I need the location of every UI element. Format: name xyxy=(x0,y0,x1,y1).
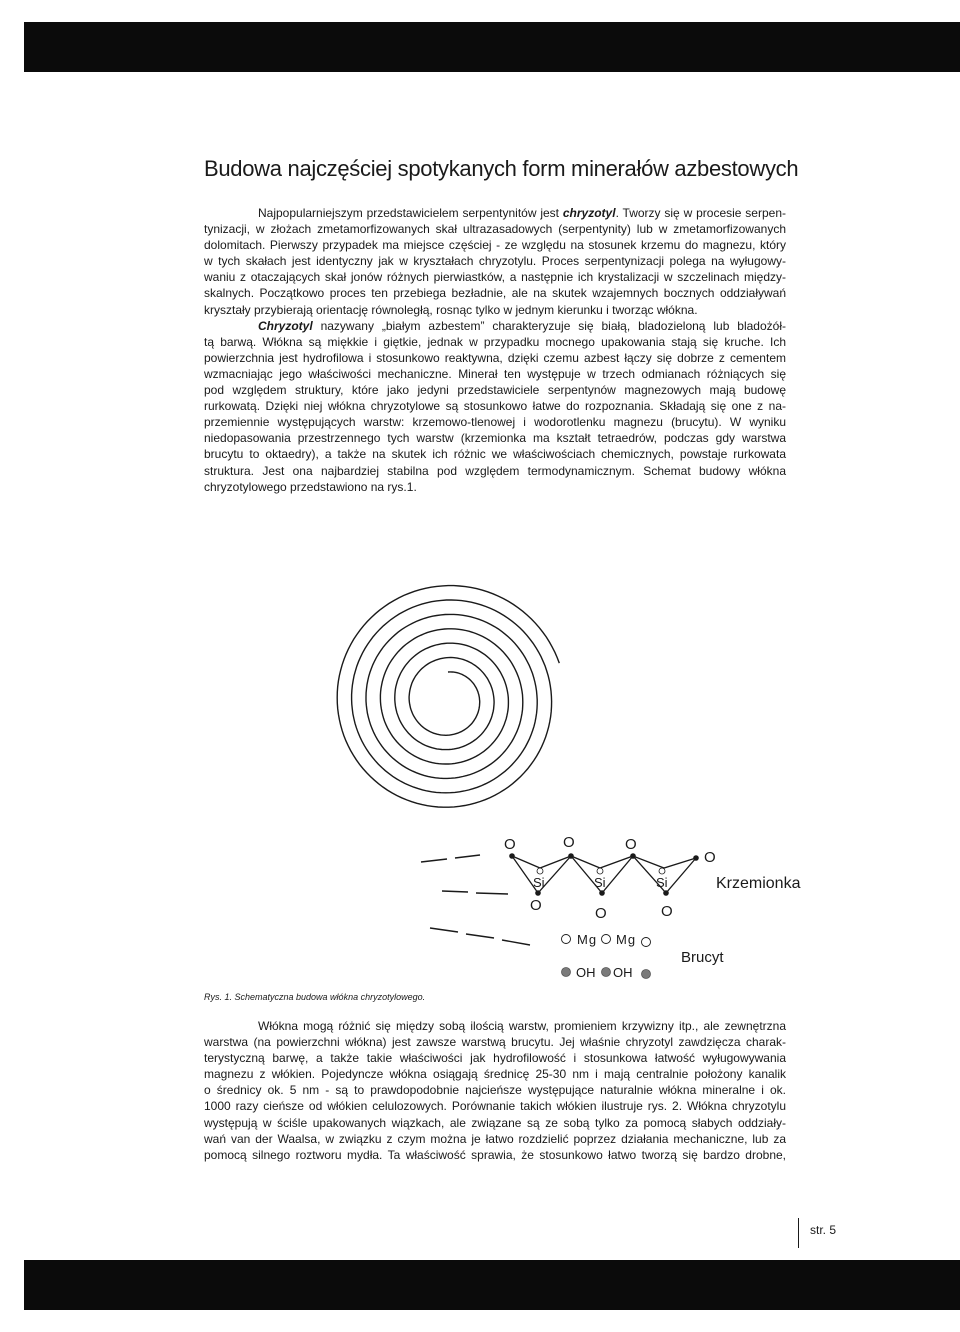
magnesium-atom-marker xyxy=(602,935,611,944)
break-dashes xyxy=(421,855,530,945)
text-line: 1000 razy cieńsze od włókien celulozowych. Porównanie takich włókien ilustruje rys. 2. Włókna chryzotylu xyxy=(204,1099,786,1114)
oxygen-label: O xyxy=(595,905,607,922)
oxygen-label: O xyxy=(625,836,637,853)
silicon-label: Si xyxy=(533,875,545,890)
text-line: warstwa (na powierzchni włókna) jest zawsze warstwą brucytu. Jej właśnie chryzotyl zawdzięcza charak- xyxy=(204,1035,786,1050)
hydroxyl-atom-marker xyxy=(562,968,571,977)
page-number-rule xyxy=(798,1218,799,1248)
text-line: terystyczną barwę, a także takie właściwości jak hydrofilowość i stosunkowa łatwość wyługowywania xyxy=(204,1051,786,1066)
paragraph-intro xyxy=(204,205,786,495)
text-line: skalnych. Początkowo proces ten przebiega bezładnie, ale na skutek wzajemnych bocznych oddziaływań xyxy=(204,286,786,301)
rolled-layer-spiral xyxy=(337,586,559,808)
text-line: tą barwą. Włókna są miękkie i giętkie, jednak w przypadku mocnego upakowania stają się kruche. Ich xyxy=(204,334,786,349)
text-line: wzmacniając jego właściwości mechaniczne. Minerał ten występuje w trzech odmianach różniących się xyxy=(204,366,786,381)
text-line: dolomitach. Pierwszy przypadek ma miejsce częściej - ze względu na stosunek krzemu do magnezu, który xyxy=(204,238,786,253)
silica-layer xyxy=(504,834,801,922)
text-line: chryzotylowego przedstawiono na rys.1. xyxy=(204,479,417,494)
silica-layer-label: Krzemionka xyxy=(716,875,801,892)
text-line: tynizacji, w złożach zmetamorfizowanych skał ultrazasadowych (serpentynity) lub w zmetamorfizowanych xyxy=(204,222,786,237)
hydroxyl-label: OH xyxy=(576,965,596,980)
text-line: powierzchnia jest hydrofilowa i stosunkowo reaktywna, dzięki czemu azbest łączy się dobrze z cementem xyxy=(204,350,786,365)
magnesium-label: Mg xyxy=(577,932,598,947)
text-line: występują w ściśle upakowanych wiązkach, ale związane są ze sobą tylko za pomocą słabych oddziały- xyxy=(204,1115,786,1130)
brucite-layer-label: Brucyt xyxy=(681,949,724,966)
oxygen-label: O xyxy=(661,903,673,920)
text-line: przemiennie występujących warstw: krzemowo-tlenowej i wodorotlenku magnezu (brucytu). W wyniku xyxy=(204,415,786,430)
oxygen-label: O xyxy=(704,849,716,866)
header-band xyxy=(24,22,960,72)
text-line: magnezu z włókien. Pojedyncze włókna osiągają średnicę 25-30 nm i mają centralnie położony kanalik xyxy=(204,1067,786,1082)
text-line: rurkowatą. Dzięki niej włókna chryzotylowe są stosunkowo łatwe do rozpoznania. Składają się one z na- xyxy=(204,399,786,414)
footer-band xyxy=(24,1260,960,1310)
text-line: Najpopularniejszym przedstawicielem serpentynitów jest chryzotyl. Tworzy się w procesie serpen- xyxy=(258,206,786,220)
text-line: waniu z otaczających skał jonów różnych pierwiastków, a następnie ich krystalizacji w szczelinach między- xyxy=(204,270,786,285)
hydroxyl-atom-marker xyxy=(642,970,651,979)
magnesium-label: Mg xyxy=(616,932,637,947)
text-line: pod względem struktury, które jako jedyni przedstawiciele serpentynów magnezowych mają budowę xyxy=(204,383,786,398)
figure-caption: Rys. 1. Schematyczna budowa włókna chryzotylowego. xyxy=(204,992,426,1002)
text-line: niedopasowania przestrzennego tych warstw (krzemionka ma kształt tetraedrów, podczas gdy warstwa xyxy=(204,431,786,446)
magnesium-atom-marker xyxy=(562,935,571,944)
brucite-layer xyxy=(562,932,725,980)
silicon-label: Si xyxy=(594,875,606,890)
text-line: brucytu to oktaedry), a także na skutek ich różnic we właściwościach chemicznych, powstaje rurkowata xyxy=(204,447,786,462)
text-line: pomocą silnego roztworu mydła. Ta właściwość sprawia, że stosunkowo łatwo tworzą się bardzo drobne, xyxy=(204,1147,786,1162)
chrysotile-fiber-diagram xyxy=(196,508,816,996)
magnesium-atom-marker xyxy=(642,938,651,947)
hydroxyl-label: OH xyxy=(613,965,633,980)
text-line: Włókna mogą różnić się między sobą ilością warstw, promieniem krzywizny itp., ale zewnętrzna xyxy=(258,1019,786,1033)
text-line: Chryzotyl nazywany „białym azbestem” charakteryzuje się białą, bladozieloną lub bladożół- xyxy=(258,318,786,333)
text-line: o średnicy ok. 5 nm - są to prawdopodobnie najcieńsze występujące naturalnie włókna mineralne i ok. xyxy=(204,1083,786,1098)
text-line: wań van der Waalsa, w związku z czym można je łatwo rozdzielić poprzez działania mechaniczne, lub za xyxy=(204,1131,786,1146)
oxygen-label: O xyxy=(530,897,542,914)
hydroxyl-atom-marker xyxy=(602,968,611,977)
page-number: str. 5 xyxy=(810,1223,837,1237)
oxygen-label: O xyxy=(563,834,575,851)
text-line: struktura. Jest ona najbardziej stabilna pod względem termodynamicznym. Schemat budowy włókna xyxy=(204,463,786,478)
text-line: w tych skałach jest identyczny jak w kryształach chryzotylu. Proces serpentynizacji polega na wyługowy- xyxy=(204,254,786,269)
silicon-label: Si xyxy=(656,875,668,890)
text-line: kryształy przybierają orientację równoległą, rosnąc tylko w jednym kierunku i tworząc włókna. xyxy=(204,302,698,317)
page-title: Budowa najczęściej spotykanych form minerałów azbestowych xyxy=(204,156,799,181)
paragraph-fibers xyxy=(204,1018,786,1163)
oxygen-label: O xyxy=(504,836,516,853)
